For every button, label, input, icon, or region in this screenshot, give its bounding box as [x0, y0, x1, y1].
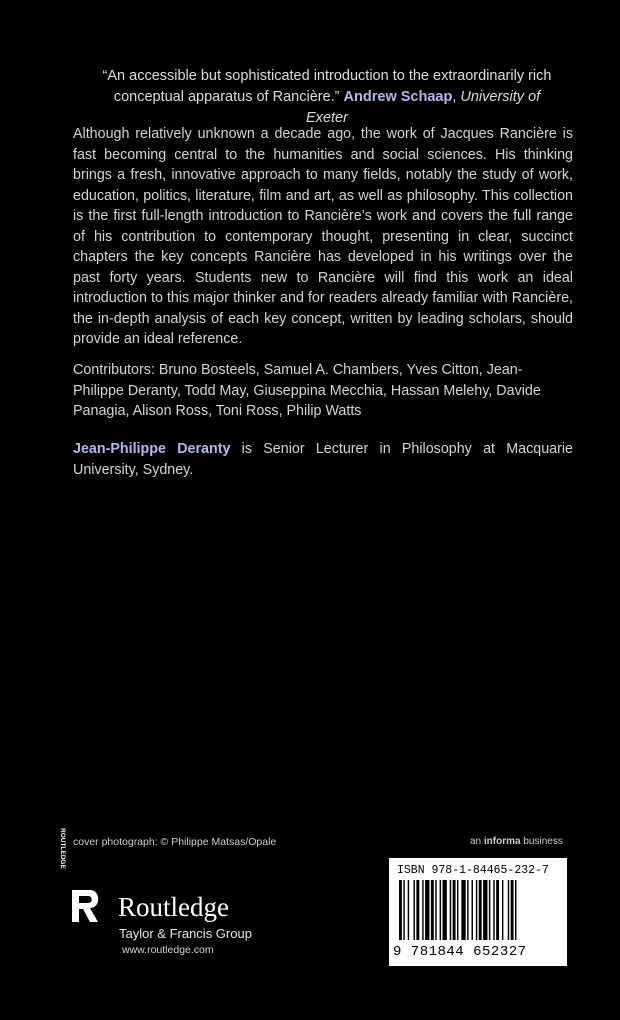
barcode-bar	[453, 880, 456, 940]
barcode-bars	[399, 880, 559, 940]
barcode-bar	[467, 880, 468, 940]
quote-text: “An accessible but sophisticated introduction to the extraordinarily rich conceptual apparatus of Rancière.”	[102, 68, 552, 105]
book-description: Although relatively unknown a decade ago, the work of Jacques Rancière is fast becoming central to the humanities and social sciences. His thinking brings a fresh, innovative approach to many fields, notably the study of work, education, politics, literature, film and art, as well as philosophy. This collection is the first full-length introduction to Rancière’s work and covers the full range of his contribution to contemporary thought, presenting in clear, succinct chapters the key concepts Rancière has developed in his writings over the past forty years. Students new to Rancière will find this work an ideal introduction to this major thinker and for readers already familiar with Rancière, the in-depth analysis of each key concept, written by leading scholars, should provide an ideal reference.	[73, 126, 573, 347]
barcode-bar	[483, 880, 487, 940]
barcode-bar	[450, 880, 451, 940]
logo-vertical-text: ROUTLEDGE	[59, 828, 66, 869]
barcode-bar	[425, 880, 429, 940]
barcode-bar	[489, 880, 490, 940]
barcode-bar	[403, 880, 404, 940]
barcode-bar	[496, 880, 499, 940]
isbn-label: ISBN 978-1-84465-232-7	[397, 864, 549, 877]
editor-bio-text: is Senior Lecturer in Philosophy at Macquarie University, Sydney.	[73, 441, 573, 478]
barcode-bar	[440, 880, 441, 940]
barcode-bar	[515, 880, 516, 940]
contributors-list: Contributors: Bruno Bosteels, Samuel A. Chambers, Yves Citton, Jean-Philippe Deranty, Todd May, Giuseppina Mecchia, Hassan Melehy, Davide Panagia, Alison Ross, Toni Ross, Philip Watts	[73, 362, 541, 419]
informa-tagline: an informa business	[470, 836, 563, 847]
barcode-bar	[476, 880, 477, 940]
isbn-number: 9 781844 652327	[393, 944, 527, 960]
publisher-name: Routledge	[118, 892, 229, 922]
barcode-bar	[422, 880, 423, 940]
barcode-bar	[461, 880, 465, 940]
endorsement-quote: “An accessible but sophisticated introduction to the extraordinarily rich conceptual apparatus of Rancière.” Andrew Schaap, University of Exeter	[102, 68, 552, 126]
barcode-bar	[408, 880, 409, 940]
barcode-bar	[435, 880, 436, 940]
barcode-bar	[443, 880, 447, 940]
barcode-bar	[431, 880, 434, 940]
publisher-group: Taylor & Francis Group	[119, 926, 252, 941]
barcode-bar	[416, 880, 419, 940]
barcode-bar	[493, 880, 494, 940]
isbn-barcode	[389, 858, 567, 966]
barcode-bar	[479, 880, 482, 940]
editor-name: Jean-Philippe Deranty	[73, 441, 231, 457]
barcode-bar	[457, 880, 458, 940]
barcode-bar	[414, 880, 415, 940]
informa-brand: informa	[483, 836, 521, 847]
barcode-bar	[511, 880, 514, 940]
photo-credit: cover photograph: © Philippe Matsas/Opale	[73, 836, 277, 848]
barcode-bar	[472, 880, 473, 940]
quote-author: Andrew Schaap	[343, 89, 453, 105]
publisher-url[interactable]: www.routledge.com	[122, 944, 214, 956]
quote-affiliation: University of Exeter	[306, 89, 541, 126]
barcode-bar	[508, 880, 509, 940]
barcode-bar	[399, 880, 402, 940]
barcode-bar	[502, 880, 503, 940]
routledge-logo-icon	[59, 828, 104, 950]
editor-bio	[73, 439, 573, 480]
